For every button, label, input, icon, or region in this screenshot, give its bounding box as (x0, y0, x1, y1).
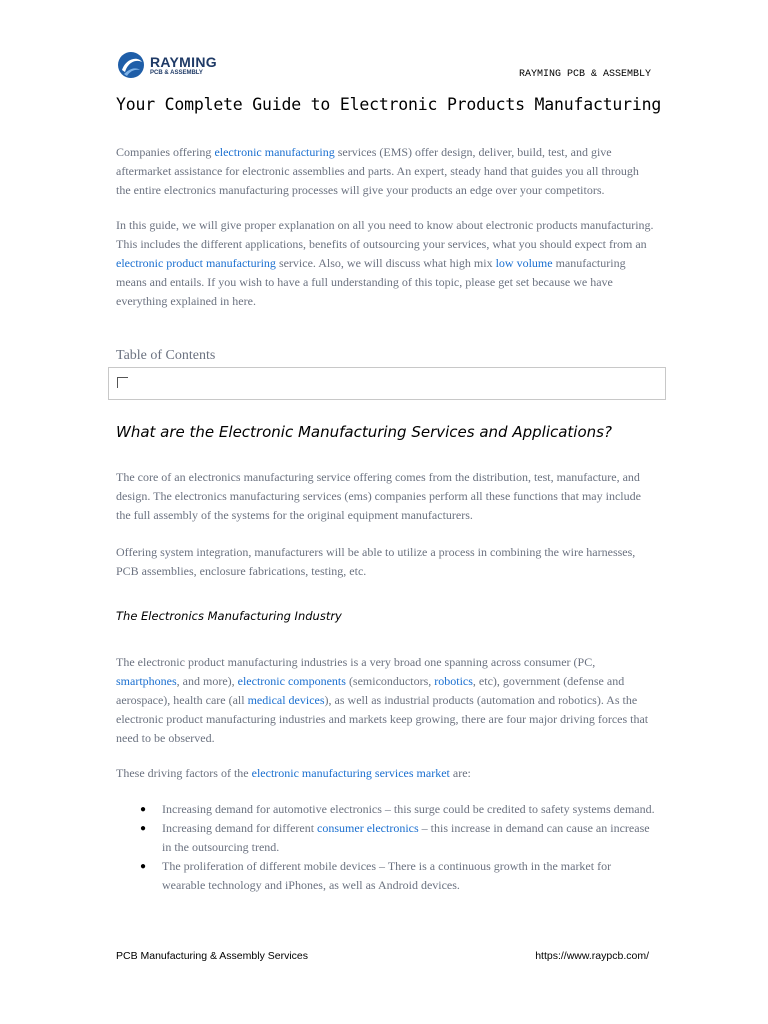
inline-link[interactable]: medical devices (247, 693, 325, 707)
bullet-icon: ● (140, 861, 147, 872)
bullet-icon: ● (140, 823, 147, 834)
company-logo (116, 50, 217, 80)
list-item-text (162, 859, 611, 892)
text-run: , etc), government (defense and aerospace), health care (all (116, 674, 625, 707)
list-item-text (162, 802, 655, 816)
inline-link[interactable]: consumer electronics (317, 821, 419, 835)
section-paragraph-1 (116, 468, 656, 525)
section-heading: What are the Electronic Manufacturing Services and Applications? (116, 423, 612, 441)
inline-link[interactable]: electronic product manufacturing (116, 256, 276, 270)
text-run: The proliferation of different mobile devices – There is a continuous growth in the market for wearable technology and iPhones, as well as Android devices. (162, 859, 612, 892)
page-title: Your Complete Guide to Electronic Products Manufacturing (116, 95, 662, 114)
subsection-paragraph-2 (116, 764, 656, 783)
intro-paragraph-1 (116, 143, 656, 200)
subsection-paragraph-1 (116, 653, 656, 748)
footer-left-text: PCB Manufacturing & Assembly Services (116, 950, 308, 962)
toc-toggle-icon[interactable] (117, 377, 128, 388)
driving-factors-list (116, 800, 656, 895)
text-run: (semiconductors, (345, 674, 435, 688)
inline-link[interactable]: electronic manufacturing services market (251, 766, 450, 780)
list-item (116, 819, 656, 857)
inline-link[interactable]: smartphones (116, 674, 177, 688)
footer-url[interactable]: https://www.raypcb.com/ (535, 950, 649, 962)
text-run: services (EMS) offer design, deliver, build, test, and give aftermarket assistance for electronic assemblies and parts. An expert, steady hand that guides you all through the entire electronics manufacturing processes will give your products an edge over your competitors. (116, 145, 639, 197)
text-run: Offering system integration, manufacturers will be able to utilize a process in combining the wire harnesses, PCB assemblies, enclosure fabrications, testing, etc. (116, 545, 636, 578)
inline-link[interactable]: electronic components (237, 674, 346, 688)
text-run: , and more), (176, 674, 238, 688)
header-company-name: RAYMING PCB & ASSEMBLY (518, 69, 651, 80)
text-run: are: (449, 766, 471, 780)
text-run: Companies offering (116, 145, 215, 159)
text-run: – this increase in demand can cause an increase in the outsourcing trend. (162, 821, 650, 854)
inline-link[interactable]: robotics (434, 674, 473, 688)
logo-subtitle: PCB & ASSEMBLY (150, 69, 203, 76)
list-item-text (162, 821, 650, 854)
list-item (116, 857, 656, 895)
list-item (116, 800, 656, 819)
logo-name: RAYMING (150, 53, 217, 70)
text-run: Increasing demand for different (162, 821, 318, 835)
text-run: These driving factors of the (116, 766, 252, 780)
text-run: manufacturing means and entails. If you wish to have a full understanding of this topic, please get set because we have everything explained in here. (116, 256, 626, 308)
text-run: The core of an electronics manufacturing service offering comes from the distribution, test, manufacture, and design. The electronics manufacturing services (ems) companies perform all these functions that may include the full assembly of the systems for the original equipment manufacturers. (116, 470, 641, 522)
text-run: In this guide, we will give proper explanation on all you need to know about electronic products manufacturing. This includes the different applications, benefits of outsourcing your services, what you should expect from an (116, 218, 654, 251)
text-run: ), as well as industrial products (automation and robotics). As the electronic product manufacturing industries and markets keep growing, there are four major driving forces that need to be observed. (116, 693, 649, 745)
inline-link[interactable]: low volume (495, 256, 553, 270)
inline-link[interactable]: electronic manufacturing (214, 145, 335, 159)
text-run: service. Also, we will discuss what high mix (275, 256, 496, 270)
section-paragraph-2 (116, 543, 656, 581)
bullet-icon: ● (140, 804, 147, 815)
subsection-heading: The Electronics Manufacturing Industry (116, 609, 342, 623)
intro-paragraph-2 (116, 216, 656, 311)
toc-box (108, 367, 666, 400)
logo-swirl-icon (116, 50, 146, 80)
text-run: Increasing demand for automotive electronics – this surge could be credited to safety systems demand. (162, 802, 655, 816)
text-run: The electronic product manufacturing industries is a very broad one spanning across consumer (PC, (116, 655, 596, 669)
toc-title: Table of Contents (116, 348, 216, 363)
